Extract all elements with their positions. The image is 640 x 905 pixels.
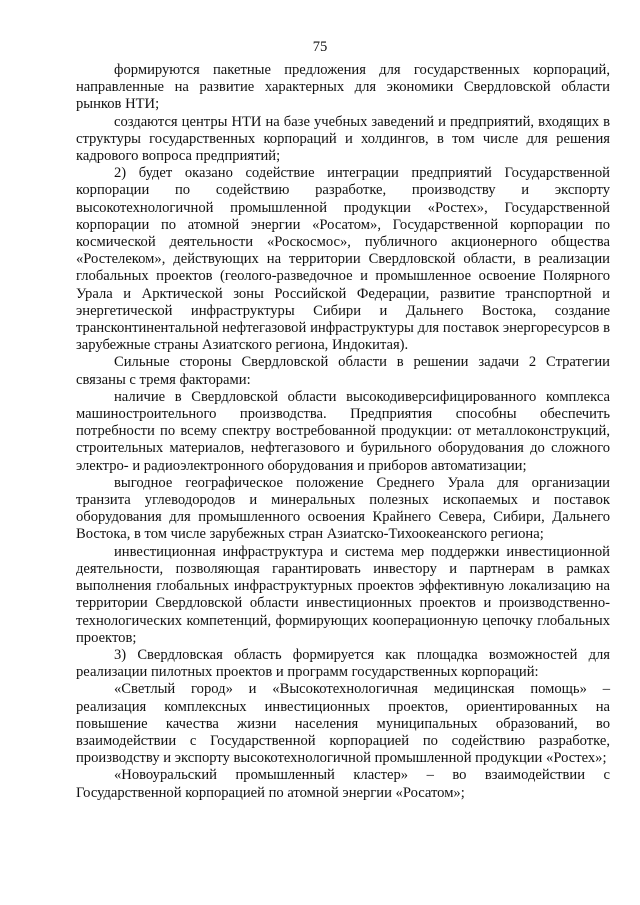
page-number: 75 [312, 39, 328, 55]
paragraph-nti-centers: создаются центры НТИ на базе учебных заведений и предприятий, входящих в структуры государственных корпораций и холдингов, в том числе для решения кадрового вопроса предприятий; [76, 113, 610, 165]
document-body [76, 62, 610, 802]
paragraph-investment-infrastructure: инвестиционная инфраструктура и система мер поддержки инвестиционной деятельности, позволяющая гарантировать инвестору и партнерам в рамках выполнения глобальных инфраструктурных проектов эффективную локализацию на территории Свердловской области инвестиционных проектов и производственно-технологических компетенций, формирующих кооперационную цепочку глобальных проектов; [76, 543, 610, 646]
paragraph-novouralsk-cluster: «Новоуральский промышленный кластер» – во взаимодействии с Государственной корпорацией по атомной энергии «Росатом»; [76, 767, 610, 801]
paragraph-package-offers: формируются пакетные предложения для государственных корпораций, направленные на развитие характерных для экономики Свердловской области рынков НТИ; [76, 62, 610, 113]
paragraph-strengths-intro: Сильные стороны Свердловской области в решении задачи 2 Стратегии связаны с тремя факторами: [76, 354, 610, 388]
paragraph-integration-support: 2) будет оказано содействие интеграции предприятий Государственной корпорации по содействию разработке, производству и экспорту высокотехнологичной промышленной продукции «Ростех», Государственной корпорации по атомной энергии «Росатом», Государственной корпорации по космической деятельности «Роскосмос», публичного акционерного общества «Ростелеком», действующих на территории Свердловской области, в реализации глобальных проектов (геолого-разведочное и промышленное освоение Полярного Урала и Арктической зоны Российской Федерации, развитие транспортной и энергетической инфраструктуры Сибири и Дальнего Востока, создание трансконтинентальной нефтегазовой инфраструктуры для поставок энергоресурсов в зарубежные страны Азиатского региона, Индокитая). [76, 165, 610, 354]
paragraph-pilot-platform: 3) Свердловская область формируется как площадка возможностей для реализации пилотных проектов и программ государственных корпораций: [76, 646, 610, 681]
paragraph-engineering-complex: наличие в Свердловской области высокодиверсифицированного комплекса машиностроительного производства. Предприятия способны обеспечить потребности по всему спектру востребованной продукции: от металлоконструкций, строительных материалов, нефтегазового и бурильного оборудования до сложного электро- и радиоэлектронного оборудования и приборов автоматизации; [76, 388, 610, 474]
paragraph-bright-city: «Светлый город» и «Высокотехнологичная медицинская помощь» – реализация комплексных инвестиционных проектов, ориентированных на повышение качества жизни населения муниципальных образований, во взаимодействии с Государственной корпорацией по содействию разработке, производству и экспорту высокотехнологичной промышленной продукции «Ростех»; [76, 681, 610, 767]
paragraph-geographic-position: выгодное географическое положение Среднего Урала для организации транзита углеводородов и минеральных полезных ископаемых и поставок оборудования для промышленного освоения Крайнего Севера, Сибири, Дальнего Востока, в том числе зарубежных стран Азиатско-Тихоокеанского региона; [76, 474, 610, 543]
